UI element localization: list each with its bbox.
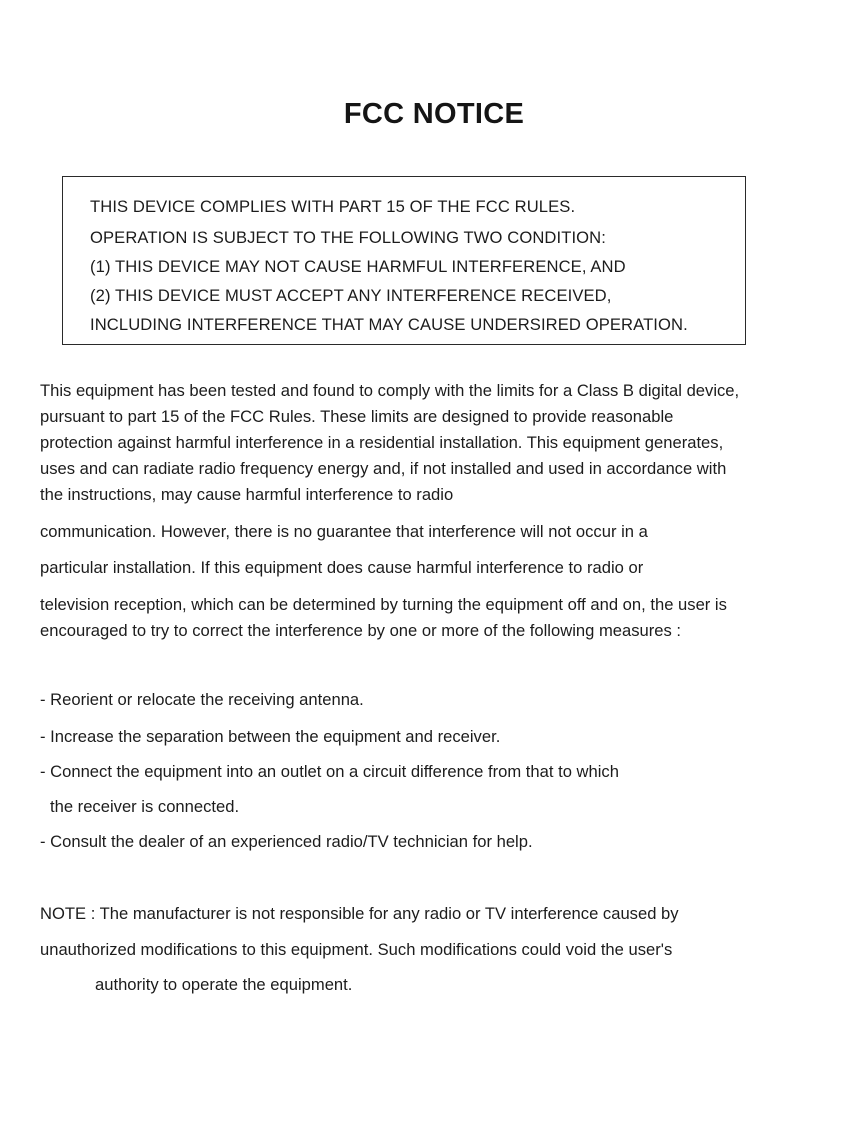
list-item: - Increase the separation between the equipment and receiver.: [40, 727, 501, 746]
compliance-line: THIS DEVICE COMPLIES WITH PART 15 OF THE FCC RULES.: [90, 197, 576, 216]
list-item: - Consult the dealer of an experienced radio/TV technician for help.: [40, 832, 533, 851]
compliance-line: (2) THIS DEVICE MUST ACCEPT ANY INTERFERENCE RECEIVED,: [90, 286, 612, 305]
compliance-line: (1) THIS DEVICE MAY NOT CAUSE HARMFUL INTERFERENCE, AND: [90, 257, 626, 276]
paragraph-line: particular installation. If this equipment does cause harmful interference to radio or: [40, 558, 644, 577]
list-item-continuation: the receiver is connected.: [50, 797, 240, 816]
paragraph-line: protection against harmful interference in a residential installation. This equipment generates,: [40, 433, 724, 452]
paragraph-line: This equipment has been tested and found to comply with the limits for a Class B digital device,: [40, 381, 740, 400]
note-line: NOTE : The manufacturer is not responsible for any radio or TV interference caused by: [40, 904, 679, 923]
page-title: FCC NOTICE: [343, 98, 525, 130]
paragraph-line: uses and can radiate radio frequency energy and, if not installed and used in accordance with: [40, 459, 727, 478]
compliance-box: [62, 176, 746, 345]
note-line: unauthorized modifications to this equipment. Such modifications could void the user's: [40, 940, 673, 959]
paragraph-line: communication. However, there is no guarantee that interference will not occur in a: [40, 522, 648, 541]
compliance-line: OPERATION IS SUBJECT TO THE FOLLOWING TWO CONDITION:: [90, 228, 606, 247]
paragraph-line: encouraged to try to correct the interference by one or more of the following measures :: [40, 621, 682, 640]
paragraph-line: television reception, which can be determined by turning the equipment off and on, the user is: [40, 595, 727, 614]
compliance-line: INCLUDING INTERFERENCE THAT MAY CAUSE UNDERSIRED OPERATION.: [90, 315, 688, 334]
paragraph-line: pursuant to part 15 of the FCC Rules. These limits are designed to provide reasonable: [40, 407, 674, 426]
list-item: - Connect the equipment into an outlet on a circuit difference from that to which: [40, 762, 619, 781]
paragraph-line: the instructions, may cause harmful interference to radio: [40, 485, 454, 504]
list-item: - Reorient or relocate the receiving antenna.: [40, 690, 364, 709]
note-line: authority to operate the equipment.: [95, 975, 353, 994]
